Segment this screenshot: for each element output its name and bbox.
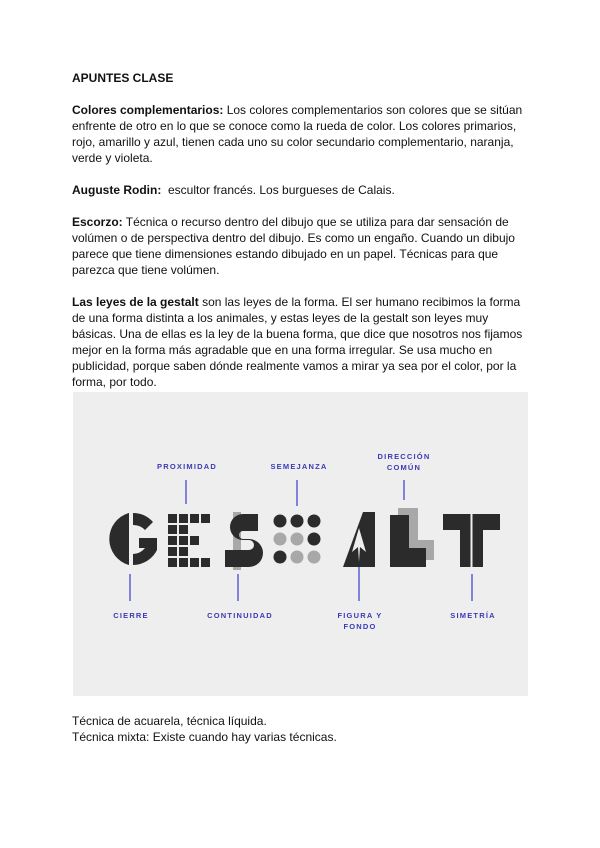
letter-l-direccion-comun (390, 508, 434, 567)
text-colores: Los colores complementarios son colores que se sitúan enfrente de otro en lo que se conoce como la rueda de color. Los colores primarios, rojo, amarillo y azul, tienen cada uno su color secundario complementario, naranja, verde y violeta. (72, 103, 523, 165)
paragraph-colores-complementarios (72, 102, 532, 166)
label-continuidad: CONTINUIDAD (207, 611, 273, 620)
term-escorzo: Escorzo: (72, 215, 123, 229)
label-direccion-1: DIRECCIÓN (377, 452, 431, 461)
paragraph-escorzo (72, 214, 532, 278)
label-semejanza: SEMEJANZA (270, 462, 328, 471)
text-gestalt: son las leyes de la forma. El ser humano recibimos la forma de una forma distinta a los animales, y estas leyes de la gestalt son leyes muy básicas. Una de ellas es la ley de la buena forma, que dice que nosotros nos fijamos mejor en la forma más agradable que en una forma irregular. Se usa mucho en publicidad, porque saben dónde realmente vamos a mirar ya sea por el color, por la forma, por todo. (72, 295, 523, 389)
label-cierre: CIERRE (113, 611, 149, 620)
footer-line-mixta: Técnica mixta: Existe cuando hay varias técnicas. (72, 730, 337, 744)
paragraph-auguste-rodin (72, 182, 532, 198)
letter-s-continuidad (225, 512, 263, 570)
letter-a-figura-fondo (343, 512, 375, 567)
dots-semejanza (274, 515, 321, 564)
label-figura-1: FIGURA Y (337, 611, 383, 620)
paragraph-gestalt (72, 294, 532, 390)
document-body (72, 70, 532, 406)
label-direccion-2: COMÚN (386, 463, 422, 472)
footer-line-acuarela: Técnica de acuarela, técnica líquida. (72, 714, 267, 728)
label-simetria: SIMETRÍA (450, 611, 496, 620)
text-rodin: escultor francés. Los burgueses de Calais. (161, 183, 395, 197)
gestalt-figure (73, 392, 528, 696)
page-title: APUNTES CLASE (72, 71, 174, 85)
letter-e-proximidad (168, 514, 210, 567)
term-colores: Colores complementarios: (72, 103, 224, 117)
label-figura-2: FONDO (343, 622, 377, 631)
term-rodin: Auguste Rodin: (72, 183, 162, 197)
letter-t-simetria (443, 514, 500, 567)
gestalt-diagram (73, 392, 528, 696)
term-gestalt: Las leyes de la gestalt (72, 295, 199, 309)
text-escorzo: Técnica o recurso dentro del dibujo que se utiliza para dar sensación de volúmen o de perspectiva dentro del dibujo. Es como un engaño. Cuando un dibujo parece que tiene dimensiones estando dibujado en un papel. Técnicas para que parezca que tiene volúmen. (72, 215, 515, 277)
label-proximidad: PROXIMIDAD (157, 462, 217, 471)
footer-notes (72, 713, 532, 745)
letter-g-cierre (109, 513, 157, 565)
